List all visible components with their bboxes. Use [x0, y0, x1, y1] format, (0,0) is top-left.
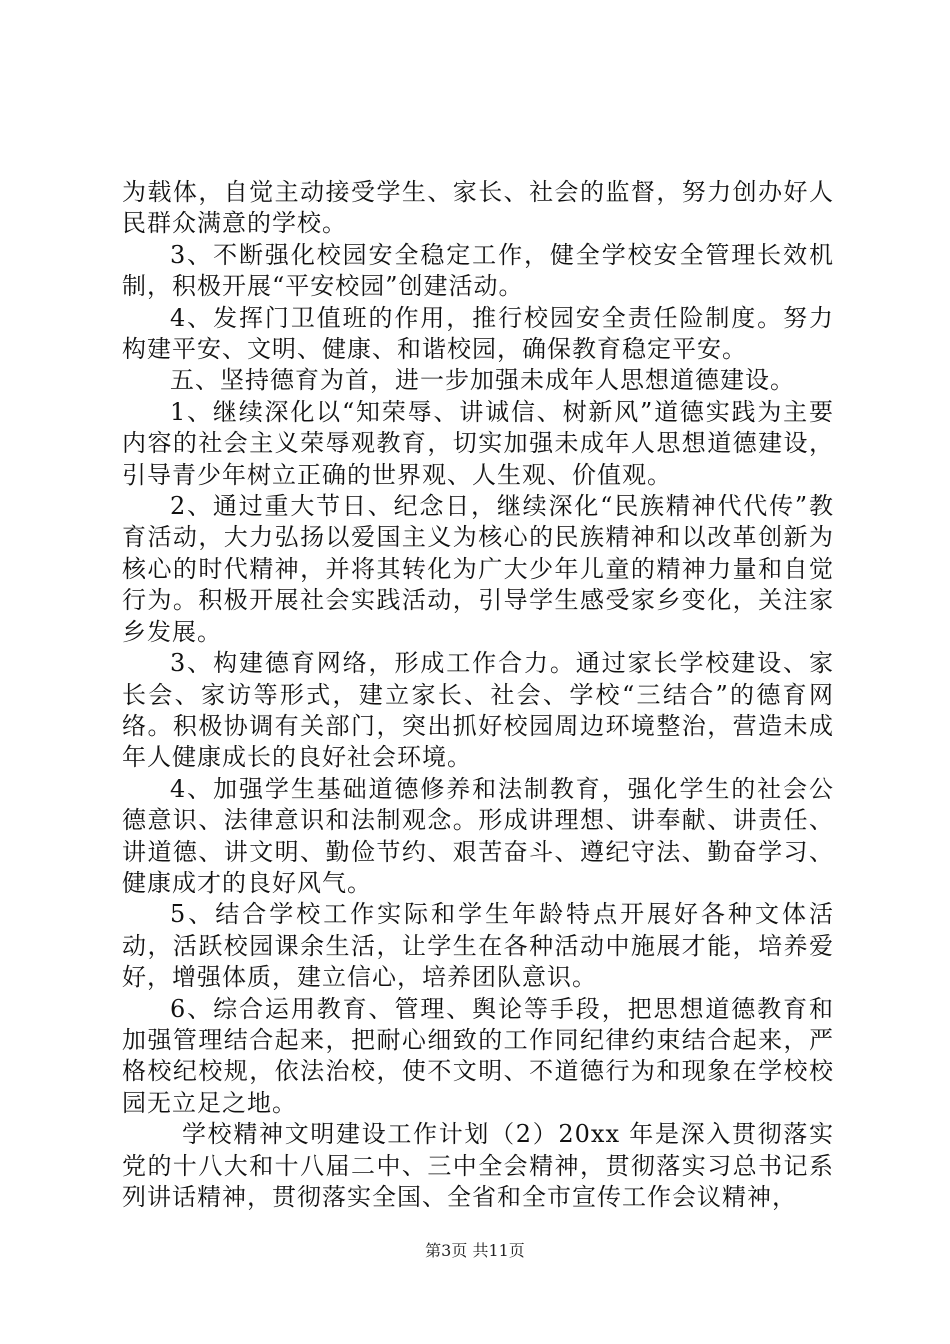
- section-heading-5: 五、坚持德育为首，进一步加强未成年人思想道德建设。: [170, 366, 795, 395]
- paragraph-continuation: 为载体，自觉主动接受学生、家长、社会的监督，努力创办好人民群众满意的学校。: [122, 178, 834, 238]
- page-number-footer: 第3页 共11页: [425, 1241, 525, 1260]
- paragraph-item-6-management: 6、综合运用教育、管理、舆论等手段，把思想道德教育和加强管理结合起来，把耐心细致的工作同纪律约束结合起来，严格校纪校规，依法治校，使不文明、不道德行为和现象在学校校园无立足之地。: [122, 994, 834, 1117]
- paragraph-item-4-guard: 4、发挥门卫值班的作用，推行校园安全责任险制度。努力构建平安、文明、健康、和谐校园，确保教育稳定平安。: [122, 303, 834, 364]
- paragraph-item-3-network: 3、构建德育网络，形成工作合力。通过家长学校建设、家长会、家访等形式，建立家长、社会、学校“三结合”的德育网络。积极协调有关部门，突出抓好校园周边环境整治，营造未成年人健康成长的良好社会环境。: [122, 649, 834, 772]
- paragraph-item-3-safety: 3、不断强化校园安全稳定工作，健全学校安全管理长效机制，积极开展“平安校园”创建活动。: [122, 240, 834, 301]
- paragraph-item-1-moral: 1、继续深化以“知荣辱、讲诚信、树新风”道德实践为主要内容的社会主义荣辱观教育，切实加强未成年人思想道德建设，引导青少年树立正确的世界观、人生观、价值观。: [122, 397, 834, 489]
- body-text: [122, 177, 834, 1213]
- paragraph-item-2-festivals: 2、通过重大节日、纪念日，继续深化“民族精神代代传”教育活动，大力弘扬以爱国主义为核心的民族精神和以改革创新为核心的时代精神，并将其转化为广大少年儿童的精神力量和自觉行为。积极开展社会实践活动，引导学生感受家乡变化，关注家乡发展。: [122, 492, 834, 646]
- paragraph-item-5-activities: 5、结合学校工作实际和学生年龄特点开展好各种文体活动，活跃校园课余生活，让学生在各种活动中施展才能，培养爱好，增强体质，建立信心，培养团队意识。: [122, 900, 834, 992]
- paragraph-plan-2: 学校精神文明建设工作计划（2）20xx 年是深入贯彻落实党的十八大和十八届二中、三中全会精神，贯彻落实习总书记系列讲话精神，贯彻落实全国、全省和全市宣传工作会议精神，: [122, 1120, 834, 1211]
- paragraph-item-4-law: 4、加强学生基础道德修养和法制教育，强化学生的社会公德意识、法律意识和法制观念。形成讲理想、讲奉献、讲责任、讲道德、讲文明、勤俭节约、艰苦奋斗、遵纪守法、勤奋学习、健康成才的良好风气。: [122, 774, 834, 897]
